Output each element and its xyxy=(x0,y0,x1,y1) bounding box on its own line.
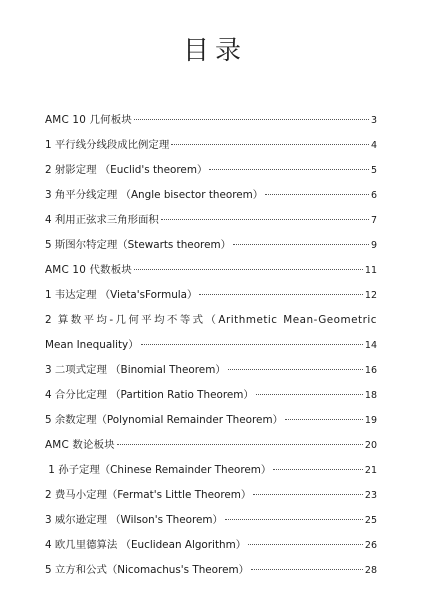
toc-entry-label: 5 斯图尔特定理（Stewarts theorem） xyxy=(45,239,231,251)
toc-entry[interactable] xyxy=(45,358,377,383)
toc-entry[interactable] xyxy=(45,383,377,408)
toc-page-number: 21 xyxy=(364,465,377,476)
toc-page-number: 18 xyxy=(364,390,377,401)
toc-entry-label: 5 立方和公式（Nicomachus's Theorem） xyxy=(45,564,249,576)
toc-entry-label: AMC 10 几何板块 xyxy=(45,114,132,126)
toc-page-number: 4 xyxy=(370,140,377,151)
toc-entry-continued[interactable] xyxy=(45,333,377,358)
toc-entry[interactable] xyxy=(45,133,377,158)
toc-entry[interactable] xyxy=(45,308,377,333)
toc-entry[interactable] xyxy=(45,183,377,208)
toc-entry-label: 4 欧几里德算法 （Euclidean Algorithm） xyxy=(45,539,247,551)
toc-entry-label: 1 韦达定理 （Vieta'sFormula） xyxy=(45,289,198,301)
dot-leader xyxy=(134,269,363,270)
toc-page-number: 20 xyxy=(364,440,377,451)
toc-entry[interactable] xyxy=(45,408,377,433)
toc-entry-label: Mean Inequality） xyxy=(45,339,139,351)
toc-page-number: 16 xyxy=(364,365,377,376)
toc-page-number: 14 xyxy=(364,340,377,351)
toc-entry-label: 3 威尔逊定理 （Wilson's Theorem） xyxy=(45,514,223,526)
toc-entry-label: 2 算数平均-几何平均不等式（Arithmetic Mean-Geometric xyxy=(45,314,377,326)
toc-page-number: 6 xyxy=(370,190,377,201)
toc-page-number: 3 xyxy=(370,115,377,126)
toc-entry-label: 4 利用正弦求三角形面积 xyxy=(45,214,159,226)
toc-page-number: 5 xyxy=(370,165,377,176)
toc-entry[interactable] xyxy=(45,458,377,483)
dot-leader xyxy=(256,394,363,395)
toc-page-number: 25 xyxy=(364,515,377,526)
dot-leader xyxy=(225,519,363,520)
dot-leader xyxy=(141,344,363,345)
toc-entry[interactable] xyxy=(45,158,377,183)
toc-page-number: 26 xyxy=(364,540,377,551)
toc-entry[interactable] xyxy=(45,533,377,558)
toc-page-number: 12 xyxy=(364,290,377,301)
toc-entry-label: 5 余数定理（Polynomial Remainder Theorem） xyxy=(45,414,283,426)
toc-page-number: 28 xyxy=(364,565,377,576)
toc-entry[interactable] xyxy=(45,233,377,258)
toc-page-number: 9 xyxy=(370,240,377,251)
toc-page-number: 11 xyxy=(364,265,377,276)
dot-leader xyxy=(171,144,369,145)
dot-leader xyxy=(248,544,363,545)
toc-entry[interactable] xyxy=(45,483,377,508)
toc-page-number: 23 xyxy=(364,490,377,501)
toc-entry-label: 3 二项式定理 （Binomial Theorem） xyxy=(45,364,226,376)
page-title: 目录 xyxy=(182,36,247,66)
toc-entry-number-theory[interactable] xyxy=(45,433,377,458)
toc-entry-geometry[interactable] xyxy=(45,108,377,133)
toc-entry-label: 4 合分比定理 （Partition Ratio Theorem） xyxy=(45,389,254,401)
dot-leader xyxy=(233,244,369,245)
table-of-contents xyxy=(45,108,377,583)
dot-leader xyxy=(273,469,363,470)
toc-entry[interactable] xyxy=(45,508,377,533)
dot-leader xyxy=(253,494,363,495)
dot-leader xyxy=(285,419,363,420)
toc-entry-label: 3 角平分线定理 （Angle bisector theorem） xyxy=(45,189,264,201)
dot-leader xyxy=(117,444,363,445)
toc-entry-label: AMC 10 代数板块 xyxy=(45,264,132,276)
dot-leader xyxy=(228,369,363,370)
dot-leader xyxy=(251,569,363,570)
toc-entry-algebra[interactable] xyxy=(45,258,377,283)
toc-entry-label: 1 孙子定理（Chinese Remainder Theorem） xyxy=(45,464,272,476)
toc-page-number: 7 xyxy=(370,215,377,226)
toc-entry[interactable] xyxy=(45,558,377,583)
toc-entry-label: 2 费马小定理（Fermat's Little Theorem） xyxy=(45,489,252,501)
dot-leader xyxy=(265,194,369,195)
dot-leader xyxy=(199,294,362,295)
toc-entry[interactable] xyxy=(45,208,377,233)
toc-entry-label: AMC 数论板块 xyxy=(45,439,115,451)
toc-entry-label: 1 平行线分线段成比例定理 xyxy=(45,139,170,151)
dot-leader xyxy=(134,119,369,120)
dot-leader xyxy=(209,169,369,170)
toc-entry[interactable] xyxy=(45,283,377,308)
toc-page-number: 19 xyxy=(364,415,377,426)
dot-leader xyxy=(161,219,369,220)
toc-entry-label: 2 射影定理 （Euclid's theorem） xyxy=(45,164,208,176)
